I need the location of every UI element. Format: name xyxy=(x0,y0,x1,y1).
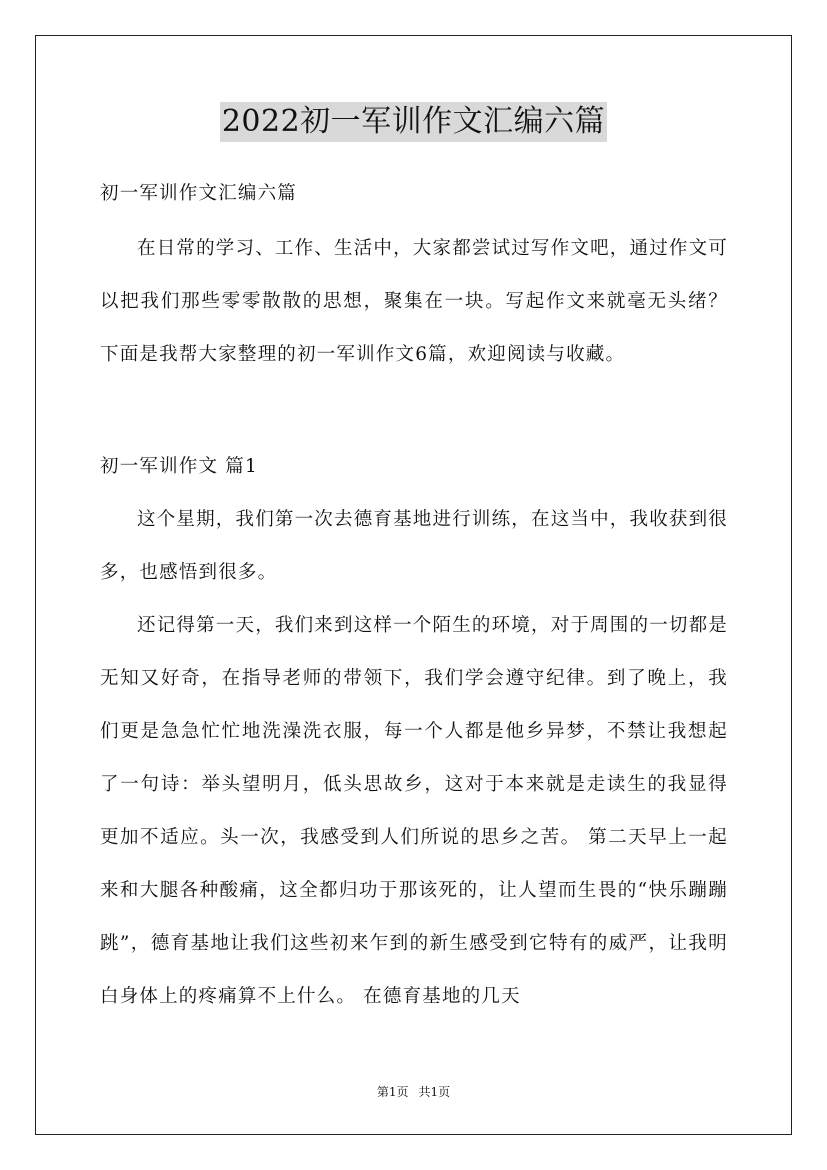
document-title: 2022初一军训作文汇编六篇 xyxy=(220,102,607,142)
body-paragraph-1: 这个星期，我们第一次去德育基地进行训练，在这当中，我收获到很多，也感悟到很多。 xyxy=(100,509,729,583)
section-heading: 初一军训作文 篇1 xyxy=(100,456,258,477)
body-paragraph-2: 还记得第一天，我们来到这样一个陌生的环境，对于周围的一切都是无知又好奇，在指导老师的带领下，我们学会遵守纪律。到了晚上，我们更是急急忙忙地洗澡洗衣服，每一个人都是他乡异梦，不禁让我想起了一句诗：举头望明月，低头思故乡，这对于本来就是走读生的我显得更加不适应。头一次，我感受到人们所说的思乡之苦。 第二天早上一起来和大腿各种酸痛，这全都归功于那该死的，让人望而生畏的“快乐蹦蹦跳”，德育基地让我们这些初来乍到的新生感受到它特有的威严，让我明白身体上的疼痛算不上什么。 在德育基地的几天 xyxy=(100,615,729,1007)
title-container xyxy=(0,102,827,142)
page-number: 第1页 xyxy=(376,1085,409,1099)
page-total: 共1页 xyxy=(418,1085,451,1099)
document-subtitle: 初一军训作文汇编六篇 xyxy=(100,183,298,204)
page-footer xyxy=(0,1083,827,1101)
section-body xyxy=(100,493,728,1023)
intro-paragraph: 在日常的学习、工作、生活中，大家都尝试过写作文吧，通过作文可以把我们那些零零散散的思想，聚集在一块。写起作文来就毫无头绪？下面是我帮大家整理的初一军训作文6篇，欢迎阅读与收藏。 xyxy=(100,238,729,365)
intro-section xyxy=(100,222,728,381)
